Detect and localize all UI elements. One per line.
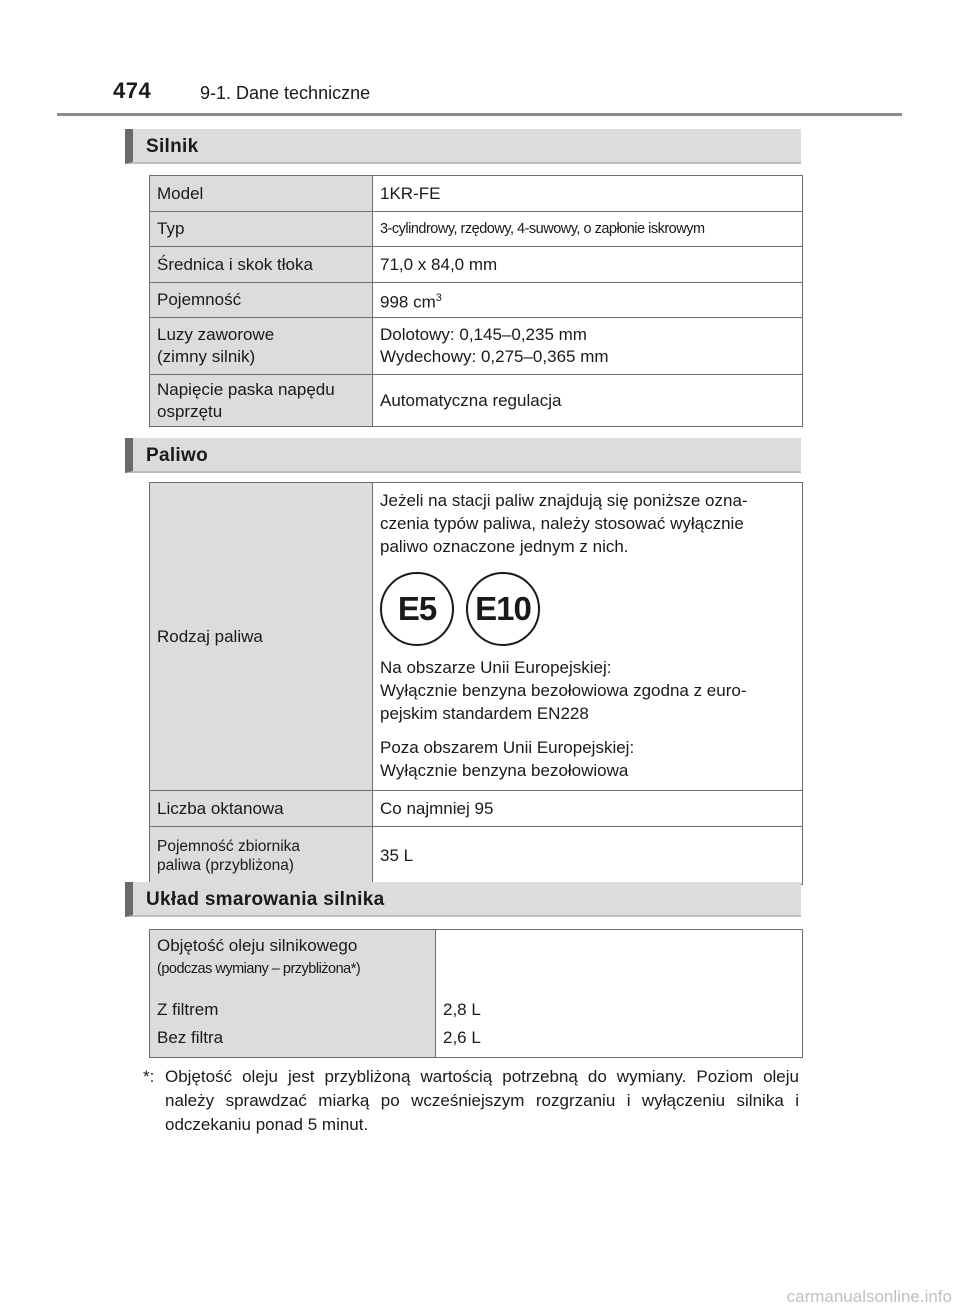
row-value: 71,0 x 84,0 mm bbox=[373, 247, 803, 283]
label-line: osprzętu bbox=[157, 401, 223, 421]
row-value: Automatyczna regulacja bbox=[373, 375, 803, 427]
text-line: Na obszarze Unii Europejskiej: bbox=[380, 658, 612, 677]
section-title: Silnik bbox=[146, 136, 199, 157]
fuel-intro bbox=[380, 489, 795, 558]
table-row bbox=[150, 212, 803, 247]
page-number: 474 bbox=[113, 78, 152, 103]
table-row bbox=[150, 827, 803, 885]
row-label: Rodzaj paliwa bbox=[150, 483, 373, 791]
with-filter-label: Z filtrem bbox=[157, 1000, 219, 1019]
label-line: Luzy zaworowe bbox=[157, 325, 275, 344]
text-line: Jeżeli na stacji paliw znajdują się poniższe ozna- bbox=[380, 491, 748, 510]
row-value bbox=[373, 318, 803, 375]
fuel-spec-table bbox=[149, 482, 803, 885]
value-line: Dolotowy: 0,145–0,235 mm bbox=[380, 325, 587, 344]
without-filter-value: 2,6 L bbox=[443, 1028, 481, 1047]
table-row bbox=[150, 318, 803, 375]
page-header bbox=[0, 0, 960, 120]
table-row bbox=[150, 375, 803, 427]
footnote bbox=[143, 1065, 799, 1137]
table-row bbox=[150, 247, 803, 283]
text-line: pejskim standardem EN228 bbox=[380, 704, 589, 723]
table-row bbox=[150, 791, 803, 827]
section-title: Układ smarowania silnika bbox=[146, 889, 385, 910]
row-value bbox=[373, 483, 803, 791]
chapter-title: 9-1. Dane techniczne bbox=[200, 83, 371, 103]
footnote-text: Objętość oleju jest przybliżoną wartością potrzebną do wymiany. Poziom oleju należy sprawdzać miarką po wcześniejszym rozgrzaniu i wyłączeniu silnika i odczekaniu ponad 5 minut. bbox=[165, 1067, 799, 1134]
fuel-eu-rule bbox=[380, 656, 795, 725]
text-line: Wyłącznie benzyna bezołowiowa zgodna z euro- bbox=[380, 681, 747, 700]
displacement-value: 998 cm bbox=[380, 292, 436, 312]
section-heading-fuel bbox=[125, 438, 801, 473]
row-value: 3-cylindrowy, rzędowy, 4-suwowy, o zapłonie iskrowym bbox=[373, 212, 803, 247]
row-label bbox=[150, 318, 373, 375]
section-title: Paliwo bbox=[146, 445, 208, 466]
row-value: 35 L bbox=[373, 827, 803, 885]
label-line: (zimny silnik) bbox=[157, 347, 256, 366]
row-label: Liczba oktanowa bbox=[150, 791, 373, 827]
engine-spec-table bbox=[149, 175, 803, 427]
row-value bbox=[373, 283, 803, 318]
row-label bbox=[150, 930, 436, 1058]
row-value: 1KR-FE bbox=[373, 176, 803, 212]
label-line: Napięcie paska napędu bbox=[157, 379, 335, 399]
e10-fuel-badge-icon: E10 bbox=[466, 572, 540, 646]
unit-superscript: 3 bbox=[435, 291, 442, 304]
label-line: Pojemność zbiornika bbox=[157, 837, 301, 855]
label-line: paliwa (przybliżona) bbox=[157, 856, 294, 874]
fuel-label-badges bbox=[380, 572, 795, 646]
text-line: Wyłącznie benzyna bezołowiowa bbox=[380, 761, 629, 780]
value-line: Wydechowy: 0,275–0,365 mm bbox=[380, 347, 609, 366]
row-label bbox=[150, 375, 373, 427]
footnote-mark: *: bbox=[143, 1067, 155, 1086]
row-value: Co najmniej 95 bbox=[373, 791, 803, 827]
text-line: Poza obszarem Unii Europejskiej: bbox=[380, 738, 635, 757]
label-line: Objętość oleju silnikowego bbox=[157, 936, 358, 955]
header-divider bbox=[57, 113, 902, 116]
table-row bbox=[150, 283, 803, 318]
row-label: Model bbox=[150, 176, 373, 212]
table-row bbox=[150, 483, 803, 791]
watermark: carmanualsonline.info bbox=[786, 1287, 952, 1306]
row-label: Pojemność bbox=[150, 283, 373, 318]
e5-fuel-badge-icon: E5 bbox=[380, 572, 454, 646]
lubrication-spec-table bbox=[149, 929, 803, 1058]
with-filter-value: 2,8 L bbox=[443, 1000, 481, 1019]
row-value bbox=[436, 930, 803, 1058]
without-filter-label: Bez filtra bbox=[157, 1028, 224, 1047]
table-row bbox=[150, 930, 803, 1058]
text-line: czenia typów paliwa, należy stosować wyłącznie bbox=[380, 514, 744, 533]
row-label: Typ bbox=[150, 212, 373, 247]
row-label: Średnica i skok tłoka bbox=[150, 247, 373, 283]
section-heading-engine bbox=[125, 129, 801, 164]
text-line: paliwo oznaczone jednym z nich. bbox=[380, 537, 629, 556]
fuel-non-eu-rule bbox=[380, 736, 795, 782]
section-heading-lubrication bbox=[125, 882, 801, 917]
label-line: (podczas wymiany – przybliżona*) bbox=[157, 961, 361, 977]
table-row bbox=[150, 176, 803, 212]
row-label bbox=[150, 827, 373, 885]
